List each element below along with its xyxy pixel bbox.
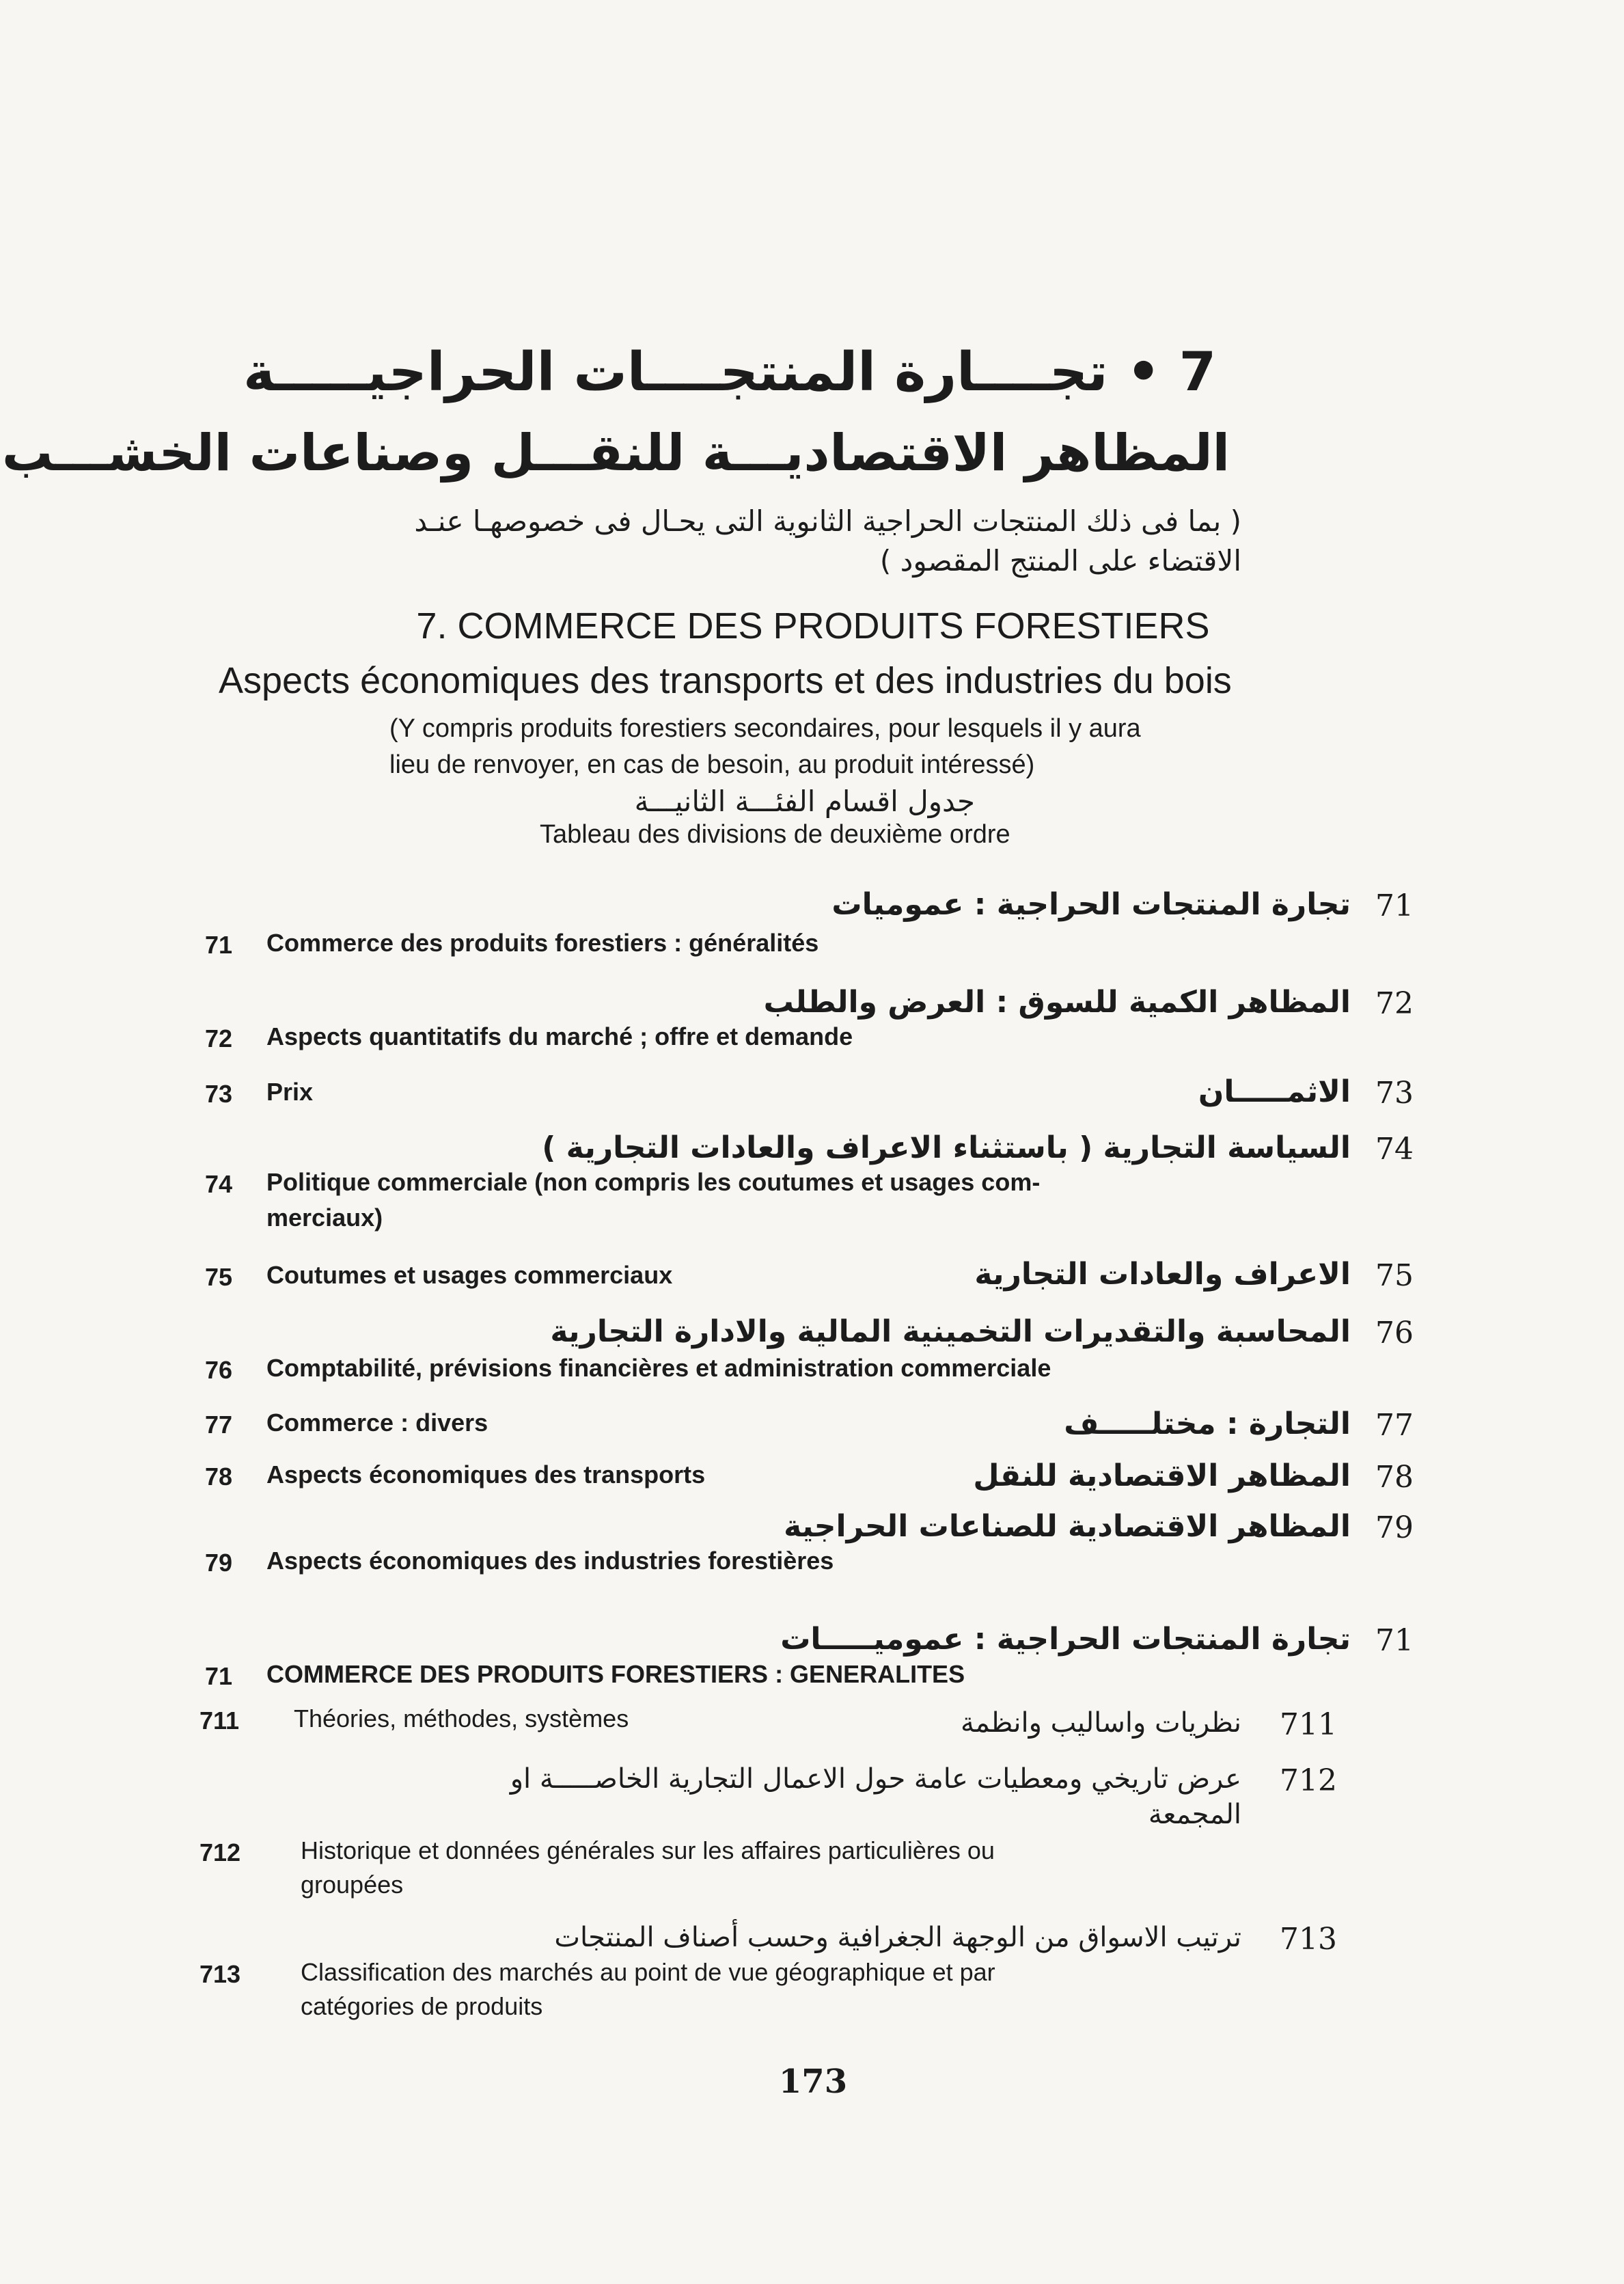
entry-arabic: الاعراف والعادات التجارية [974, 1257, 1351, 1292]
entry-arabic: المحاسبة والتقديرات التخمينية المالية والادارة التجارية [550, 1314, 1351, 1349]
section-french: COMMERCE DES PRODUITS FORESTIERS : GENERALITES [266, 1660, 965, 1688]
entry-number-fr: 77 [205, 1411, 233, 1439]
subentry-arabic: ترتيب الاسواق من الوجهة الجغرافية وحسب أصناف المنتجات [554, 1922, 1241, 1953]
arabic-note-line2: الاقتضاء على المنتج المقصود ) [879, 544, 1241, 577]
entry-number-ar: 76 [1375, 1316, 1414, 1350]
entry-arabic: المظاهر الكمية للسوق : العرض والطلب [763, 985, 1351, 1020]
entry-number-ar: 77 [1375, 1408, 1414, 1443]
entry-arabic: المظاهر الاقتصادية للنقل [973, 1458, 1351, 1493]
french-note-line2: lieu de renvoyer, en cas de besoin, au produit intéressé) [389, 750, 1035, 779]
entry-french: Aspects économiques des industries forestières [266, 1547, 834, 1575]
entry-french: Aspects économiques des transports [266, 1460, 706, 1488]
french-title: 7. COMMERCE DES PRODUITS FORESTIERS [416, 606, 1210, 647]
subentry-number-ar: 713 [1280, 1922, 1337, 1957]
subentry-number-ar: 711 [1280, 1707, 1337, 1742]
entry-french: Prix [266, 1078, 314, 1106]
entry-number-ar: 71 [1375, 888, 1414, 923]
subentry-french-line1: Classification des marchés au point de vue géographique et par [301, 1958, 995, 1986]
subentry-french-line2: catégories de produits [301, 1992, 543, 2020]
french-table-title: Tableau des divisions de deuxième ordre [540, 820, 1010, 849]
entry-french-line1: Politique commerciale (non compris les coutumes et usages com- [266, 1168, 1041, 1196]
entry-number-ar: 74 [1375, 1132, 1414, 1167]
subentry-number-ar: 712 [1280, 1763, 1337, 1798]
subentry-french-line2: groupées [301, 1871, 404, 1899]
entry-french: Commerce des produits forestiers : généralités [266, 929, 819, 957]
subentry-arabic-line2: المجمعة [1148, 1799, 1241, 1830]
subentry-french-line1: Historique et données générales sur les affaires particulières ou [301, 1836, 995, 1864]
entry-number-fr: 76 [205, 1356, 233, 1384]
entry-number-ar: 79 [1375, 1510, 1414, 1545]
arabic-note-line1: ( بما فى ذلك المنتجات الحراجية الثانوية التى يحـال فى خصوصهـا عنـد [414, 504, 1241, 538]
entry-number-fr: 79 [205, 1549, 233, 1577]
entry-arabic: الاثمـــــان [1198, 1074, 1351, 1109]
entry-number-fr: 78 [205, 1463, 233, 1491]
entry-number-fr: 73 [205, 1080, 233, 1108]
entry-number-fr: 74 [205, 1170, 233, 1198]
subentry-number-fr: 712 [199, 1838, 241, 1866]
entry-number-fr: 75 [205, 1263, 233, 1291]
section-arabic: تجارة المنتجات الحراجية : عموميـــــات [780, 1622, 1351, 1657]
subentry-number-fr: 713 [199, 1960, 241, 1988]
entry-number-ar: 75 [1375, 1258, 1414, 1293]
french-subtitle: Aspects économiques des transports et des industries du bois [219, 660, 1232, 701]
entry-french: Aspects quantitatifs du marché ; offre et demande [266, 1022, 853, 1050]
entry-french-line2: merciaux) [266, 1204, 383, 1232]
subentry-french: Théories, méthodes, systèmes [294, 1704, 629, 1732]
entry-number-ar: 72 [1375, 986, 1414, 1021]
entry-arabic: تجارة المنتجات الحراجية : عموميات [831, 887, 1351, 922]
subentry-arabic-line1: عرض تاريخي ومعطيات عامة حول الاعمال التجارية الخاصـــــة او [510, 1763, 1241, 1795]
subentry-number-fr: 711 [199, 1707, 240, 1735]
entry-arabic: المظاهر الاقتصادية للصناعات الحراجية [784, 1509, 1351, 1544]
page-number: 173 [778, 2063, 848, 2101]
section-number-ar: 71 [1375, 1623, 1414, 1658]
entry-french: Coutumes et usages commerciaux [266, 1261, 673, 1289]
arabic-subtitle: المظاهر الاقتصاديـــة للنقـــل وصناعات الخشـــب [2, 424, 1230, 482]
entry-number-ar: 78 [1375, 1460, 1414, 1495]
arabic-table-title: جدول اقسام الفئـــة الثانيـــة [634, 785, 975, 818]
section-number-fr: 71 [205, 1662, 233, 1690]
entry-number-ar: 73 [1375, 1076, 1414, 1111]
entry-french: Comptabilité, prévisions financières et administration commerciale [266, 1354, 1051, 1382]
entry-french: Commerce : divers [266, 1409, 488, 1437]
arabic-title: 7 • تجــــارة المنتجــــات الحراجيـــــة [243, 342, 1216, 403]
entry-arabic: السياسة التجارية ( باستثناء الاعراف والعادات التجارية ) [542, 1130, 1351, 1165]
entry-number-fr: 71 [205, 931, 233, 959]
french-note-line1: (Y compris produits forestiers secondaires, pour lesquels il y aura [389, 714, 1141, 743]
entry-arabic: التجارة : مختلـــــف [1064, 1406, 1351, 1441]
entry-number-fr: 72 [205, 1024, 233, 1052]
subentry-arabic: نظريات واساليب وانظمة [960, 1707, 1241, 1739]
